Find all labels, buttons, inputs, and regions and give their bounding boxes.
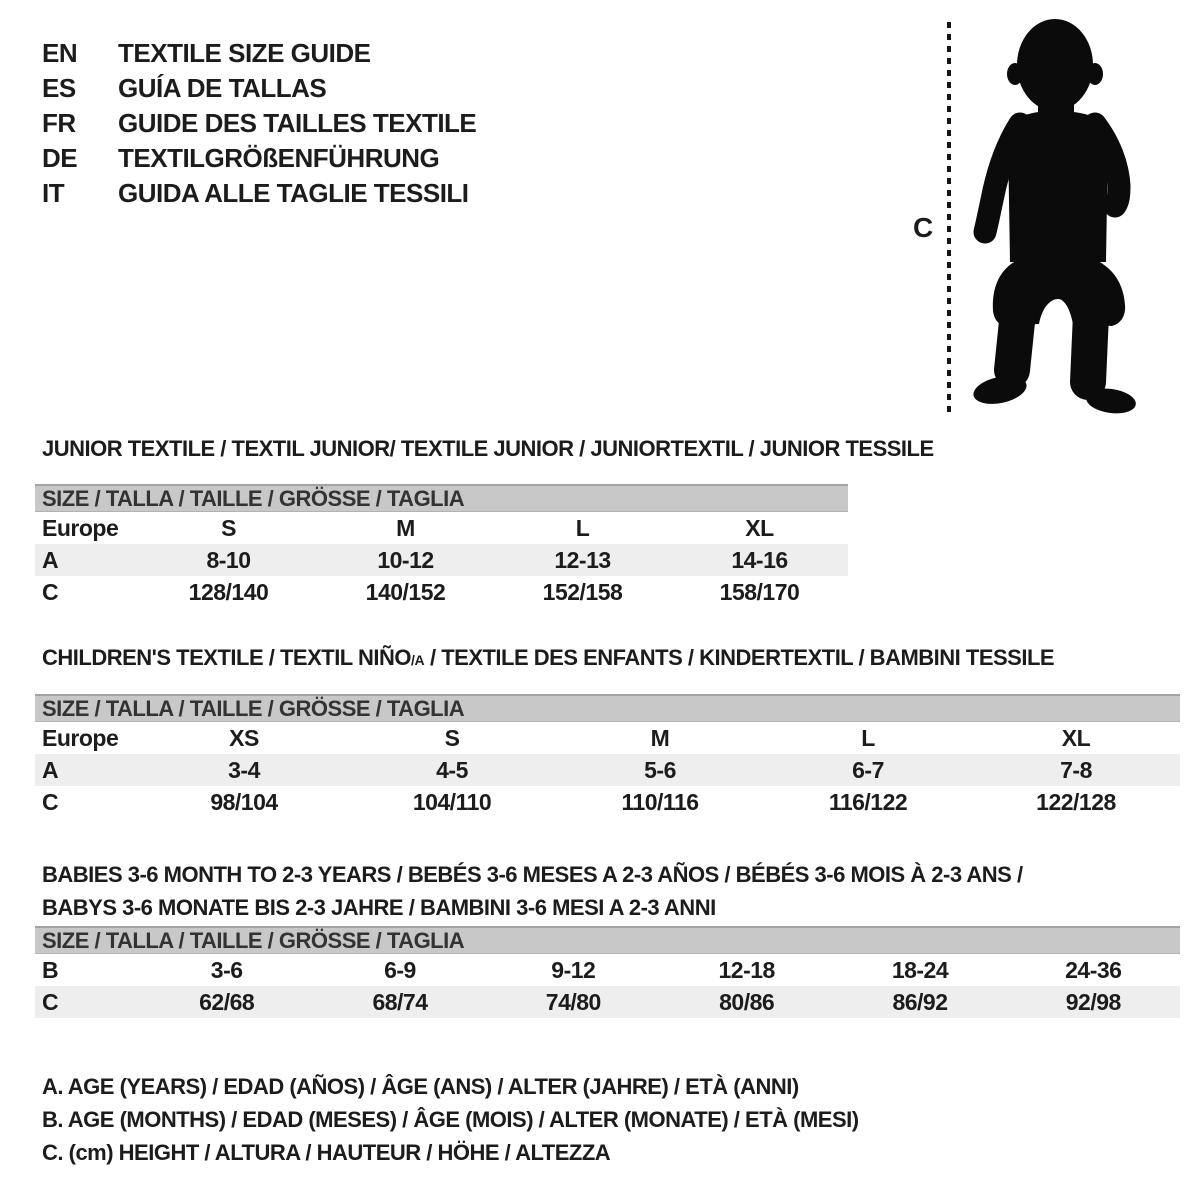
table-cell: 122/128: [1036, 788, 1116, 815]
table-header: SIZE / TALLA / TAILLE / GRÖSSE / TAGLIA: [35, 484, 848, 512]
table-cell: M: [650, 724, 670, 751]
table-cell: 12-18: [718, 956, 775, 983]
table-cell: 24-36: [1065, 956, 1122, 983]
table-cell: 6-9: [384, 956, 416, 983]
table-cell: 4-5: [436, 756, 468, 783]
table-header: SIZE / TALLA / TAILLE / GRÖSSE / TAGLIA: [35, 926, 1180, 954]
table-cell: 98/104: [210, 788, 278, 815]
language-row-it: [42, 176, 476, 211]
table-row-age: [35, 754, 1180, 786]
section-title-babies-line1: BABIES 3-6 MONTH TO 2-3 YEARS / BEBÉS 3-6 MESES A 2-3 AÑOS / BÉBÉS 3-6 MOIS À 2-3 ANS /: [42, 862, 1023, 887]
footnotes: [42, 1070, 859, 1169]
table-cell: XL: [745, 514, 774, 541]
table-cell: 12-13: [554, 546, 611, 573]
footnote-height-cm: C. (cm) HEIGHT / ALTURA / HAUTEUR / HÖHE / ALTEZZA: [42, 1140, 611, 1165]
table-cell: XL: [1061, 724, 1091, 751]
table-row-age: [35, 544, 848, 576]
language-title: TEXTILGRÖßENFÜHRUNG: [118, 143, 440, 173]
table-cell: 62/68: [199, 988, 255, 1015]
section-title-babies: [42, 858, 1023, 924]
footnote-age-years: A. AGE (YEARS) / EDAD (AÑOS) / ÂGE (ANS) / ALTER (JAHRE) / ETÀ (ANNI): [42, 1074, 799, 1099]
section-title-children-part1: CHILDREN'S TEXTILE / TEXTIL NIÑO: [42, 645, 411, 670]
row-label: Europe: [42, 514, 119, 541]
language-code: DE: [42, 143, 78, 173]
language-row-es: [42, 71, 476, 106]
table-cell: 104/110: [412, 788, 492, 815]
table-header: SIZE / TALLA / TAILLE / GRÖSSE / TAGLIA: [35, 694, 1180, 722]
table-cell: 128/140: [188, 578, 269, 605]
row-label: B: [42, 956, 59, 983]
table-cell: 9-12: [551, 956, 596, 983]
row-label: C: [42, 578, 59, 605]
table-cell: 10-12: [377, 546, 434, 573]
junior-size-table: [35, 484, 848, 608]
language-code: ES: [42, 73, 76, 103]
table-cell: XS: [229, 724, 259, 751]
row-label: A: [42, 756, 59, 783]
section-title-children-part2: / TEXTILE DES ENFANTS / KINDERTEXTIL / BAMBINI TESSILE: [424, 645, 1055, 670]
table-cell: 74/80: [545, 988, 601, 1015]
table-cell: 18-24: [891, 956, 949, 983]
table-cell: 5-6: [644, 756, 676, 783]
table-cell: 6-7: [852, 756, 884, 783]
table-row-height: [35, 986, 1180, 1018]
section-title-babies-line2: BABYS 3-6 MONATE BIS 2-3 JAHRE / BAMBINI 3-6 MESI A 2-3 ANNI: [42, 895, 716, 920]
babies-size-table: [35, 926, 1180, 1018]
language-row-de: [42, 141, 476, 176]
children-size-table: [35, 694, 1180, 818]
table-cell: 8-10: [206, 546, 251, 573]
table-cell: S: [221, 514, 236, 541]
table-row-height: [35, 786, 1180, 818]
table-cell: L: [861, 724, 875, 751]
table-cell: 3-4: [228, 756, 260, 783]
language-title: GUIDE DES TAILLES TEXTILE: [118, 108, 477, 138]
language-code: IT: [42, 178, 65, 208]
row-label: C: [42, 988, 59, 1015]
table-cell: S: [444, 724, 460, 751]
language-title: GUÍA DE TALLAS: [118, 73, 327, 103]
row-label: C: [42, 788, 59, 815]
table-cell: 3-6: [210, 956, 243, 983]
toddler-silhouette-icon: [960, 16, 1155, 420]
language-code: FR: [42, 108, 76, 138]
section-title-children: [42, 645, 1054, 671]
table-cell: 68/74: [372, 988, 428, 1015]
table-row-height: [35, 576, 848, 608]
language-row-en: [42, 36, 476, 71]
table-cell: 14-16: [731, 546, 788, 573]
table-cell: 7-8: [1060, 756, 1092, 783]
footnote-age-months: B. AGE (MONTHS) / EDAD (MESES) / ÂGE (MOIS) / ALTER (MONATE) / ETÀ (MESI): [42, 1107, 859, 1132]
table-cell: 86/92: [892, 988, 948, 1015]
table-cell: L: [575, 514, 590, 541]
figure-height-label: C: [913, 212, 933, 243]
table-row-months: [35, 954, 1180, 986]
table-cell: 92/98: [1065, 988, 1121, 1015]
table-cell: 110/116: [621, 788, 699, 815]
table-cell: 80/86: [719, 988, 775, 1015]
language-row-fr: [42, 106, 476, 141]
language-title: TEXTILE SIZE GUIDE: [118, 38, 371, 68]
table-row-europe: [35, 722, 1180, 754]
section-title-children-subscript: /A: [410, 652, 425, 668]
table-cell: 158/170: [719, 578, 800, 605]
row-label: A: [42, 546, 59, 573]
section-title-junior: JUNIOR TEXTILE / TEXTIL JUNIOR/ TEXTILE JUNIOR / JUNIORTEXTIL / JUNIOR TESSILE: [42, 436, 934, 461]
table-cell: 140/152: [365, 578, 446, 605]
language-title: GUIDA ALLE TAGLIE TESSILI: [118, 178, 469, 208]
language-code: EN: [42, 38, 78, 68]
table-cell: 116/122: [828, 788, 908, 815]
table-cell: 152/158: [542, 578, 623, 605]
table-row-europe: [35, 512, 848, 544]
table-cell: M: [396, 514, 415, 541]
height-measure-dashed-line: [947, 22, 951, 414]
language-list: [42, 36, 476, 211]
row-label: Europe: [42, 724, 119, 751]
